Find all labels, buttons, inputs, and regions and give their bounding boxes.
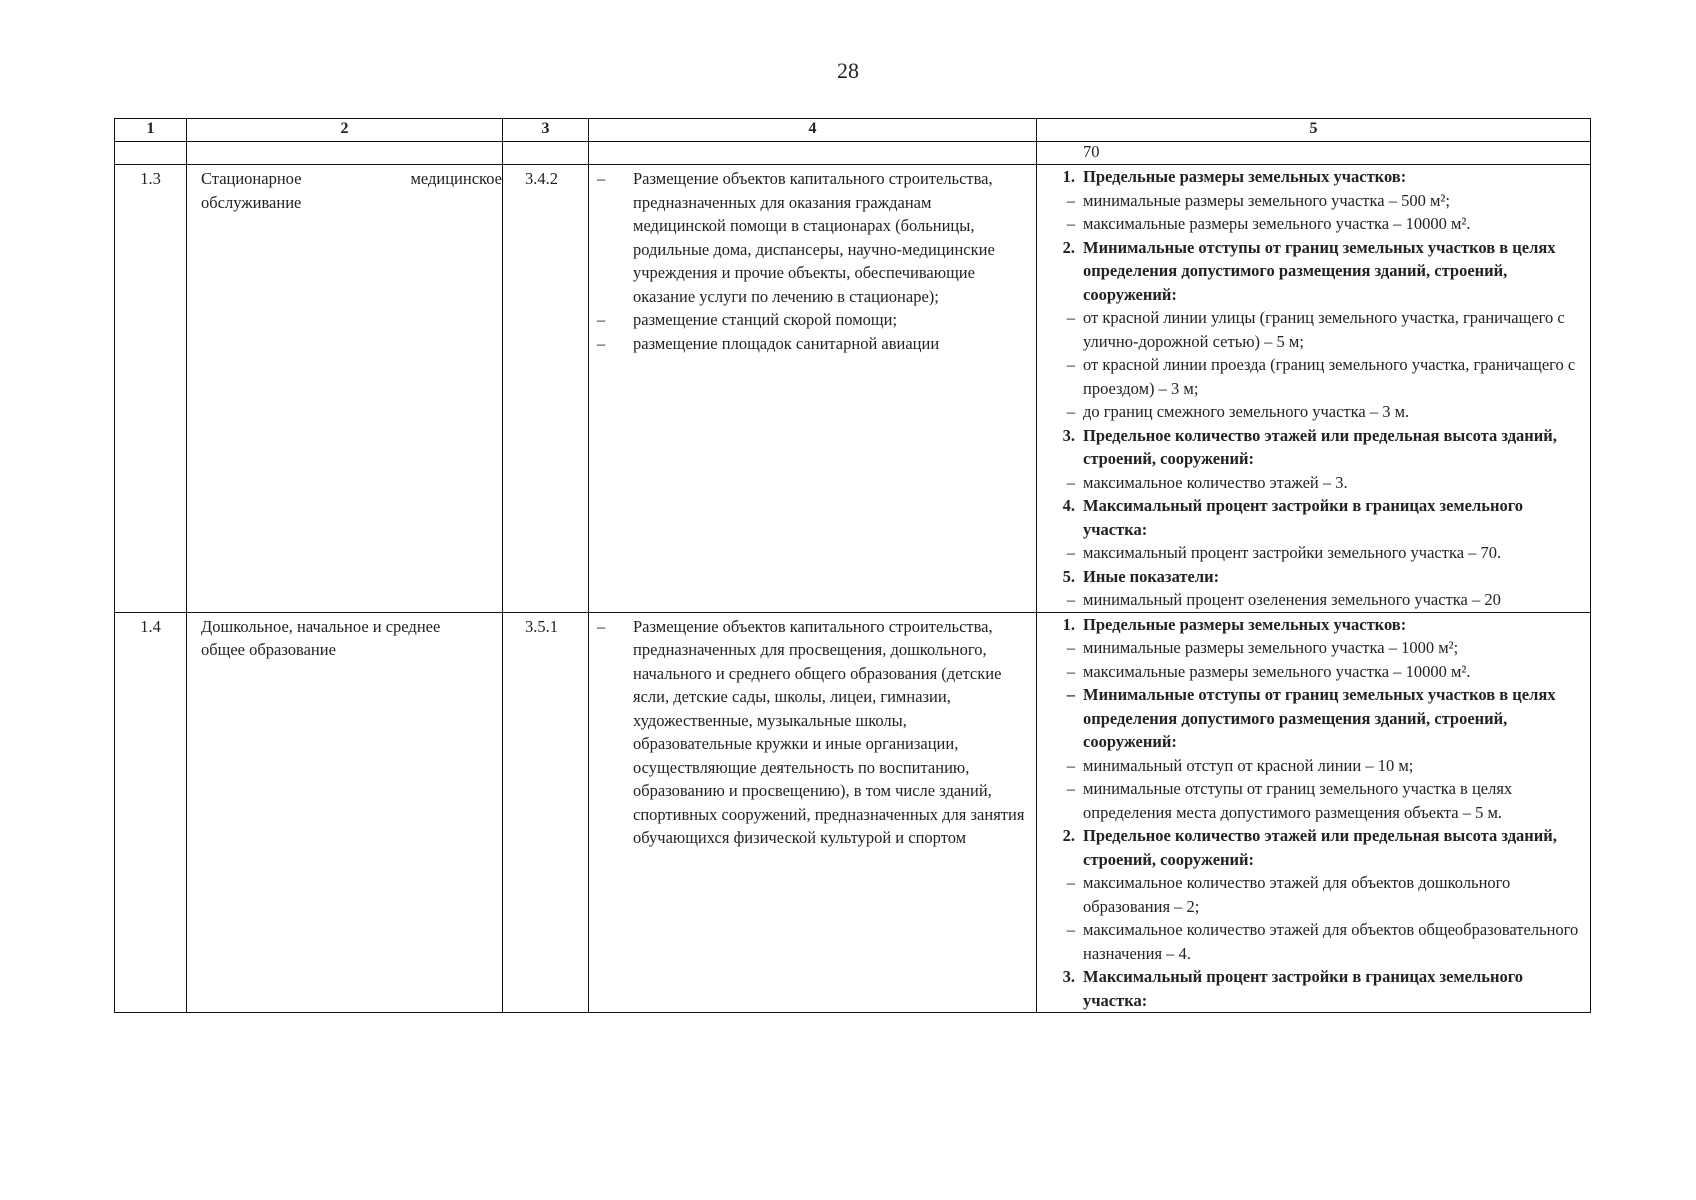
requirement-item bbox=[1047, 400, 1584, 424]
row-number: 1.4 bbox=[115, 612, 187, 1013]
use-type-code: 3.5.1 bbox=[503, 612, 589, 1013]
requirement-heading bbox=[1047, 424, 1584, 471]
list-item: – Размещение объектов капитального строительства, предназначенных для оказания гражданам медицинской помощи в стационарах (больницы, родильные дома, диспансеры, научно-медицинские учреждения и прочие объекты, обеспечивающие оказание услуги по лечению в стационаре); bbox=[589, 167, 1028, 308]
requirement-text: минимальные размеры земельного участка – 1000 м²; bbox=[1083, 638, 1459, 657]
list-marker: – bbox=[1066, 920, 1075, 939]
requirement-heading bbox=[1047, 236, 1584, 307]
list-marker: – bbox=[1066, 472, 1075, 492]
list-marker: – bbox=[1066, 308, 1075, 327]
row-number: 1.3 bbox=[115, 165, 187, 613]
table-header-row bbox=[115, 119, 1591, 142]
list-marker: – bbox=[1066, 685, 1075, 704]
requirement-heading bbox=[1047, 165, 1584, 189]
requirement-item bbox=[1047, 541, 1584, 565]
parameters-cell bbox=[1037, 612, 1591, 1013]
table-row bbox=[115, 165, 1591, 613]
list-marker: – bbox=[1066, 779, 1075, 798]
list-marker: – bbox=[1066, 355, 1075, 374]
requirement-item bbox=[1047, 918, 1584, 965]
requirement-heading bbox=[1047, 494, 1584, 541]
list-marker: 3. bbox=[1062, 425, 1075, 445]
column-header: 3 bbox=[503, 119, 589, 142]
list-item: – Размещение объектов капитального строительства, предназначенных для просвещения, дошкольного, начального и среднего общего образования (детские ясли, детские сады, школы, лицеи, гимназии, художественные, музыкальные школы, образовательные кружки и иные организации, осуществляющие деятельность по воспитанию, образованию и просвещению), в том числе зданий, спортивных сооружений, предназначенных для занятия обучающихся физической культурой и спортом bbox=[589, 615, 1028, 850]
column-header: 2 bbox=[187, 119, 503, 142]
use-type-name-line: общее образование bbox=[201, 640, 336, 659]
requirement-text: Минимальные отступы от границ земельных участков в целях определения допустимого размещения зданий, строений, сооружений: bbox=[1083, 237, 1556, 304]
list-marker: 5. bbox=[1062, 566, 1075, 586]
requirements-list bbox=[1047, 613, 1584, 1013]
column-header: 5 bbox=[1037, 119, 1591, 142]
list-item: – размещение площадок санитарной авиации bbox=[589, 332, 1028, 356]
list-item: – размещение станций скорой помощи; bbox=[589, 308, 1028, 332]
requirement-text: минимальные размеры земельного участка – 500 м²; bbox=[1083, 190, 1450, 210]
requirement-item bbox=[1047, 636, 1584, 660]
requirement-text: максимальные размеры земельного участка – 10000 м². bbox=[1083, 661, 1471, 681]
requirement-text: Предельные размеры земельных участков: bbox=[1083, 167, 1407, 186]
column-header: 4 bbox=[589, 119, 1037, 142]
description-list bbox=[589, 165, 1036, 355]
requirements-list bbox=[1047, 165, 1584, 612]
list-marker: – bbox=[1066, 755, 1075, 775]
use-type-code: 3.4.2 bbox=[503, 165, 589, 613]
list-marker: 1. bbox=[1062, 167, 1075, 186]
requirement-item bbox=[1047, 471, 1584, 495]
list-marker: – bbox=[1066, 214, 1075, 233]
requirement-item bbox=[1047, 189, 1584, 213]
requirement-item bbox=[1047, 353, 1584, 400]
requirement-item bbox=[1047, 306, 1584, 353]
requirement-text: до границ смежного земельного участка – 3 м. bbox=[1083, 402, 1410, 421]
continued-value: 70 bbox=[1083, 142, 1100, 161]
continuation-row bbox=[115, 142, 1591, 165]
list-marker: – bbox=[1066, 661, 1075, 681]
use-description bbox=[589, 165, 1037, 613]
page-number: 28 bbox=[837, 58, 859, 83]
requirement-item bbox=[1047, 777, 1584, 824]
requirement-item bbox=[1047, 754, 1584, 778]
requirement-text: Максимальный процент застройки в границах земельного участка: bbox=[1083, 967, 1524, 1010]
requirement-heading bbox=[1047, 683, 1584, 754]
requirement-text: минимальный процент озеленения земельного участка – 20 bbox=[1083, 590, 1501, 609]
use-type-name-line: Дошкольное, начальное и среднее bbox=[201, 616, 441, 636]
list-marker: – bbox=[1066, 402, 1075, 421]
requirement-text: от красной линии проезда (границ земельного участка, граничащего с проездом) – 3 м; bbox=[1083, 355, 1576, 398]
requirement-text: Предельное количество этажей или предельная высота зданий, строений, сооружений: bbox=[1083, 826, 1557, 869]
requirement-text: Иные показатели: bbox=[1083, 566, 1220, 586]
requirement-heading bbox=[1047, 965, 1584, 1012]
requirement-text: минимальные отступы от границ земельного участка в целях определения места допустимого размещения объекта – 5 м. bbox=[1083, 779, 1513, 822]
table-row bbox=[115, 612, 1591, 1013]
use-type-name-line: Стационарное медицинское bbox=[201, 169, 502, 188]
list-marker: 2. bbox=[1062, 826, 1075, 845]
requirement-heading bbox=[1047, 824, 1584, 871]
list-marker: – bbox=[1066, 873, 1075, 892]
requirement-text: Предельные размеры земельных участков: bbox=[1083, 614, 1407, 634]
requirement-text: максимальные размеры земельного участка – 10000 м². bbox=[1083, 214, 1471, 233]
zoning-regulations-table bbox=[114, 118, 1591, 1013]
requirement-text: максимальный процент застройки земельного участка – 70. bbox=[1083, 543, 1502, 562]
requirement-item bbox=[1047, 660, 1584, 684]
list-marker: – bbox=[1066, 590, 1075, 609]
description-list bbox=[589, 613, 1036, 850]
requirement-heading bbox=[1047, 565, 1584, 589]
requirement-item bbox=[1047, 588, 1584, 612]
requirement-text: Максимальный процент застройки в границах земельного участка: bbox=[1083, 496, 1524, 539]
use-description bbox=[589, 612, 1037, 1013]
use-type-name bbox=[187, 612, 503, 1013]
requirement-text: Предельное количество этажей или предельная высота зданий, строений, сооружений: bbox=[1083, 425, 1557, 468]
list-marker: – bbox=[1066, 190, 1075, 210]
requirement-item bbox=[1047, 212, 1584, 236]
requirement-text: от красной линии улицы (границ земельного участка, граничащего с улично-дорожной сетью) – 5 м; bbox=[1083, 308, 1565, 351]
list-marker: 2. bbox=[1062, 237, 1075, 257]
requirement-text: максимальное количество этажей – 3. bbox=[1083, 472, 1348, 492]
requirement-text: Минимальные отступы от границ земельных участков в целях определения допустимого размещения зданий, строений, сооружений: bbox=[1083, 685, 1556, 751]
requirement-item bbox=[1047, 871, 1584, 918]
requirement-text: максимальное количество этажей для объектов дошкольного образования – 2; bbox=[1083, 873, 1511, 916]
requirement-text: максимальное количество этажей для объектов общеобразовательного назначения – 4. bbox=[1083, 920, 1579, 963]
list-marker: 3. bbox=[1062, 967, 1075, 986]
use-type-name bbox=[187, 165, 503, 613]
list-marker: 4. bbox=[1062, 496, 1075, 515]
list-marker: – bbox=[1066, 543, 1075, 562]
list-marker: 1. bbox=[1062, 614, 1075, 634]
parameters-cell bbox=[1037, 165, 1591, 613]
list-marker: – bbox=[1066, 638, 1075, 657]
requirement-heading bbox=[1047, 613, 1584, 637]
use-type-name-line: обслуживание bbox=[201, 192, 302, 212]
requirement-text: минимальный отступ от красной линии – 10 м; bbox=[1083, 755, 1414, 775]
column-header: 1 bbox=[115, 119, 187, 142]
